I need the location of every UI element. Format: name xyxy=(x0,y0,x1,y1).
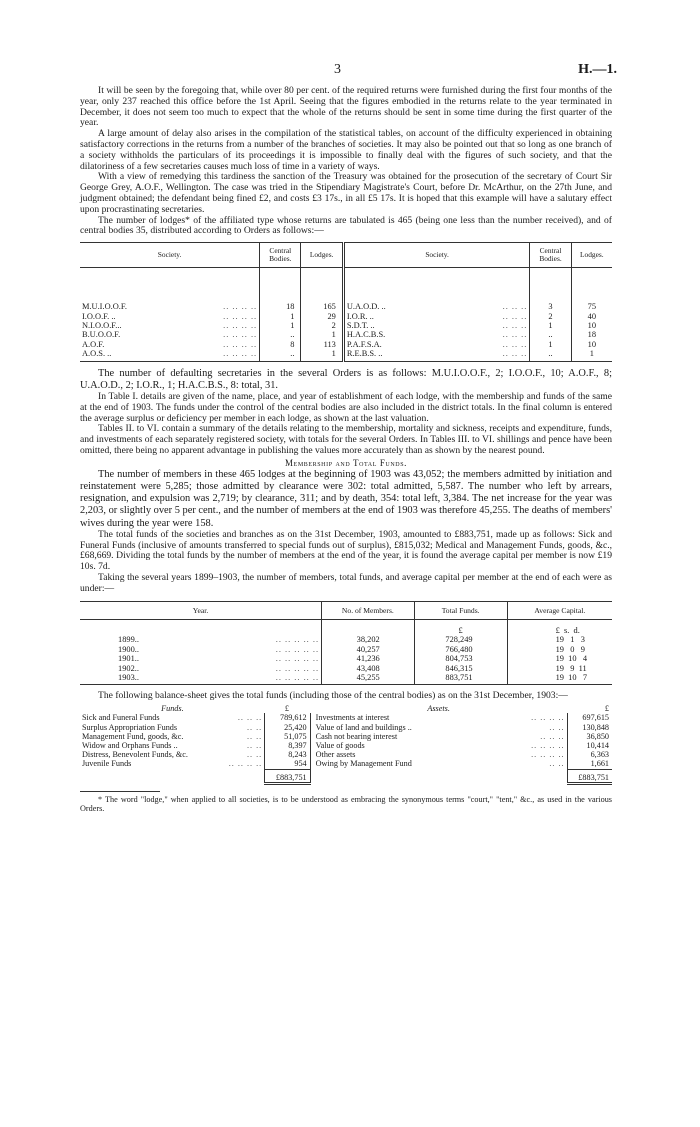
balance-row xyxy=(80,759,612,769)
society-cell xyxy=(80,330,260,339)
society-name: U.A.O.D. .. xyxy=(346,302,386,312)
society-cell xyxy=(343,312,530,321)
central-bodies-cell: 8 xyxy=(260,340,301,349)
table-row xyxy=(80,664,612,673)
column-header: Total Funds. xyxy=(414,601,507,619)
column-header: Society. xyxy=(343,243,530,268)
society-name: S.D.T. .. xyxy=(346,320,375,330)
society-name: P.A.F.S.A. xyxy=(346,339,382,349)
leader-dots: .. .. xyxy=(246,741,263,751)
lodges-cell: 18 xyxy=(571,330,612,339)
table-row xyxy=(80,673,612,685)
table-row xyxy=(80,312,612,321)
orders-table xyxy=(80,242,612,361)
balance-sheet xyxy=(80,704,612,785)
table-header-row xyxy=(80,243,612,268)
society-name: M.U.I.O.O.F. xyxy=(82,302,127,312)
balance-row xyxy=(80,732,612,741)
column-header: Year. xyxy=(80,601,322,619)
funds-currency: £ xyxy=(284,704,289,714)
leader-dots: .. .. .. .. xyxy=(223,311,258,321)
lodges-cell: 10 xyxy=(571,321,612,330)
leader-dots: .. .. .. .. .. xyxy=(275,635,320,645)
leader-dots: .. .. .. .. xyxy=(223,339,258,349)
capital-cell: 19 9 11 xyxy=(507,664,612,673)
paragraph: Tables II. to VI. contain a summary of the details relating to the membership, mortality and sickness, receipts and expenditure, funds, and investments of each separately registered society, with totals for the several Orders. In Tables III. to VI. shillings and pence have been omitted, there being no apparent advantage in publishing the values more accurately than as shown by the nearest pound. xyxy=(80,423,612,456)
paragraph: In Table I. details are given of the name, place, and year of establishment of each lodge, with the membership and funds of the same at the end of 1903. The funds under the control of the central bodies are also included in the district totals. In the final column is entered the average surplus or deficiency per member in each lodge, as shown at the last valuation. xyxy=(80,391,612,424)
asset-amount: 36,850 xyxy=(567,732,612,741)
fund-cell xyxy=(80,732,265,741)
spacer xyxy=(80,769,265,783)
society-name: N.I.O.O.F... xyxy=(82,320,122,330)
asset-name: Value of land and buildings .. xyxy=(315,722,412,732)
central-bodies-cell: 18 xyxy=(260,268,301,312)
capital-cell: 19 0 9 xyxy=(507,645,612,654)
central-bodies-cell: 3 xyxy=(530,268,571,312)
fund-cell xyxy=(80,713,265,722)
capital-cell: 19 10 4 xyxy=(507,654,612,663)
society-cell xyxy=(80,349,260,361)
leader-dots: .. .. .. xyxy=(502,349,528,359)
page-header xyxy=(80,62,617,86)
paragraph: The number of defaulting secretaries in the several Orders is as follows: M.U.I.O.O.F., 2; I.O.O.F., 10; A.O.F., 8; U.A.O.D., 2; I.O.R., 1; H.A.C.B.S., 8: total, 31. xyxy=(80,367,612,391)
lodges-cell: 1 xyxy=(301,330,343,339)
leader-dots: .. .. .. .. .. xyxy=(275,663,320,673)
asset-amount: 10,414 xyxy=(567,741,612,750)
fund-cell xyxy=(80,759,265,769)
paragraph: The number of members in these 465 lodges at the beginning of 1903 was 43,052; the members admitted by initiation and reinstatement were 5,285; those admitted by clearance were 302: total admitted, 5,587. The number who left by arrears, resignation, and expulsion was 2,719; by clearance, 311; and by death, 354: total left, 3,384. The net increase for the year was 2,203, or slightly over 5 per cent., and the number of members at the end of 1903 was therefore 45,255. The deaths of members' wives during the year were 158. xyxy=(80,468,612,529)
fund-name: Sick and Funeral Funds xyxy=(82,713,160,723)
paragraph: It will be seen by the foregoing that, while over 80 per cent. of the required returns were furnished during the first four months of the year, only 237 reached this office before the 1st April. Seeing that the figures embodied in the returns relate to the year terminated in December, it does not seem too much to expect that the whole of the returns should be sent in some time during the first quarter of the year. xyxy=(80,85,612,129)
asset-amount: 130,848 xyxy=(567,723,612,732)
fund-name: Widow and Orphans Funds .. xyxy=(82,741,178,751)
leader-dots: .. .. xyxy=(549,722,565,732)
leader-dots: .. .. .. .. xyxy=(531,713,565,723)
asset-cell xyxy=(310,750,567,759)
table-row xyxy=(80,340,612,349)
central-bodies-cell: 1 xyxy=(260,321,301,330)
society-name: R.E.B.S. .. xyxy=(346,349,383,359)
capital-cell: 19 10 7 xyxy=(507,673,612,685)
column-header: Central Bodies. xyxy=(530,243,571,268)
fund-name: Juvenile Funds xyxy=(82,759,132,769)
year-cell xyxy=(80,645,322,654)
table-header-row xyxy=(80,601,612,619)
page-number: 3 xyxy=(334,62,341,77)
years-table xyxy=(80,601,612,686)
column-header: Central Bodies. xyxy=(260,243,301,268)
funds-cell: 766,480 xyxy=(414,645,507,654)
central-bodies-cell: .. xyxy=(530,330,571,339)
paragraph: Taking the several years 1899–1903, the number of members, total funds, and average capital per member at the end of each were as under:— xyxy=(80,571,612,594)
fund-amount: 8,397 xyxy=(265,741,310,750)
year-cell xyxy=(80,635,322,644)
central-bodies-cell: 2 xyxy=(530,312,571,321)
asset-name: Cash not bearing interest xyxy=(315,731,398,741)
asset-amount: 1,661 xyxy=(567,759,612,769)
asset-cell xyxy=(310,759,567,769)
capital-unit: £ s. d. xyxy=(507,619,612,635)
central-bodies-cell: 1 xyxy=(530,321,571,330)
column-header: No. of Members. xyxy=(322,601,415,619)
fund-name: Surplus Appropriation Funds xyxy=(82,722,178,732)
leader-dots: .. .. .. xyxy=(540,731,565,741)
leader-dots: .. .. .. .. xyxy=(223,330,258,340)
leader-dots: .. .. xyxy=(246,731,263,741)
year-cell xyxy=(80,654,322,663)
fund-name: Distress, Benevolent Funds, &c. xyxy=(82,750,188,760)
asset-name: Other assets xyxy=(315,750,356,760)
society-cell xyxy=(80,340,260,349)
paragraph: The following balance-sheet gives the total funds (including those of the central bodies) as on the 31st December, 1903:— xyxy=(98,690,568,702)
asset-total: £883,751 xyxy=(567,769,612,783)
society-cell xyxy=(343,349,530,361)
leader-dots: .. .. xyxy=(246,750,263,760)
leader-dots: .. .. .. .. xyxy=(223,349,258,359)
society-cell xyxy=(80,321,260,330)
society-name: H.A.C.B.S. xyxy=(346,330,386,340)
assets-heading: Assets. xyxy=(427,704,450,714)
asset-name: Value of goods xyxy=(315,741,365,751)
paragraph: A large amount of delay also arises in the compilation of the statistical tables, on account of the difficulty experienced in obtaining satisfactory corrections in the returns from a number of the branches of societies. It may also be pointed out that so long as one branch of a society withholds the particulars of its proceedings it is impossible to finally deal with the figures of such society, and that the dilatoriness of a few secretaries causes much loss of time in a variety of ways. xyxy=(80,128,612,172)
fund-cell xyxy=(80,723,265,732)
lodges-cell: 10 xyxy=(571,340,612,349)
asset-cell xyxy=(310,713,567,722)
document-reference: H.—1. xyxy=(578,62,617,77)
assets-currency: £ xyxy=(604,704,609,714)
table-row xyxy=(80,330,612,339)
year-cell xyxy=(80,673,322,685)
balance-row xyxy=(80,750,612,759)
column-header: Average Capital. xyxy=(507,601,612,619)
funds-cell: 883,751 xyxy=(414,673,507,685)
leader-dots: .. .. .. .. .. xyxy=(275,654,320,664)
society-name: I.O.R. .. xyxy=(346,311,374,321)
asset-amount: 6,363 xyxy=(567,750,612,759)
central-bodies-cell: .. xyxy=(260,349,301,361)
balance-row xyxy=(80,713,612,722)
balance-header-row xyxy=(80,704,612,713)
leader-dots: .. .. .. xyxy=(502,330,528,340)
central-bodies-cell: .. xyxy=(260,330,301,339)
funds-heading: Funds. xyxy=(161,704,184,714)
asset-cell xyxy=(310,732,567,741)
society-cell xyxy=(80,312,260,321)
column-header: Lodges. xyxy=(301,243,343,268)
central-bodies-cell: 1 xyxy=(260,312,301,321)
fund-cell xyxy=(80,741,265,750)
leader-dots: .. .. .. .. xyxy=(228,759,263,769)
fund-amount: 25,420 xyxy=(265,723,310,732)
fund-amount: 8,243 xyxy=(265,750,310,759)
asset-amount: 697,615 xyxy=(567,713,612,722)
table-row xyxy=(80,645,612,654)
balance-total-row xyxy=(80,769,612,783)
leader-dots: .. .. .. .. xyxy=(223,302,258,312)
lodges-cell: 165 xyxy=(301,268,343,312)
table-row xyxy=(80,635,612,644)
society-cell xyxy=(343,330,530,339)
society-cell xyxy=(80,268,260,312)
lodges-cell: 113 xyxy=(301,340,343,349)
leader-dots: .. .. xyxy=(549,759,565,769)
fund-total: £883,751 xyxy=(265,769,310,783)
leader-dots: .. .. .. xyxy=(502,320,528,330)
column-header: Society. xyxy=(80,243,260,268)
units-row xyxy=(80,619,612,635)
members-cell: 40,257 xyxy=(322,645,415,654)
leader-dots: .. .. .. xyxy=(502,311,528,321)
funds-unit: £ xyxy=(414,619,507,635)
spacer xyxy=(310,769,567,783)
members-cell: 43,408 xyxy=(322,664,415,673)
capital-cell: 19 1 3 xyxy=(507,635,612,644)
leader-dots: .. .. .. .. xyxy=(531,741,565,751)
leader-dots: .. .. xyxy=(246,722,263,732)
balance-row xyxy=(80,741,612,750)
fund-amount: 51,075 xyxy=(265,732,310,741)
leader-dots: .. .. .. .. xyxy=(531,750,565,760)
lodges-cell: 75 xyxy=(571,268,612,312)
document-page xyxy=(80,62,617,814)
year-cell xyxy=(80,664,322,673)
paragraph: With a view of remedying this tardiness the sanction of the Treasury was obtained for the prosecution of the secretary of Court Sir George Grey, A.O.F., Wellington. The case was tried in the Stipendiary Magistrate's Court, before Dr. McArthur, on the 27th June, and judgment obtained; the defendant being fined £2, and costs £3 17s., in all £5 17s. It is hoped that this example will have a salutary effect upon procrastinating secretaries. xyxy=(80,171,612,215)
asset-cell xyxy=(310,741,567,750)
asset-name: Investments at interest xyxy=(315,713,390,723)
year-label: 1903.. xyxy=(118,673,139,683)
year-label: 1899.. xyxy=(118,635,139,645)
members-cell: 41,236 xyxy=(322,654,415,663)
society-name: A.O.F. xyxy=(82,339,105,349)
fund-cell xyxy=(80,750,265,759)
year-label: 1902.. xyxy=(118,663,139,673)
society-name: A.O.S. .. xyxy=(82,349,112,359)
footnote-rule xyxy=(80,791,160,792)
fund-name: Management Fund, goods, &c. xyxy=(82,731,184,741)
lodges-cell: 1 xyxy=(301,349,343,361)
funds-cell: 846,315 xyxy=(414,664,507,673)
footnote: * The word "lodge," when applied to all societies, is to be understood as embracing the synonymous terms "court," "tent," &c., as used in the various Orders. xyxy=(80,794,612,814)
paragraph: The total funds of the societies and branches as on the 31st December, 1903, amounted to £883,751, made up as follows: Sick and Funeral Funds (inclusive of amounts transferred to special funds out of surplus), £815,032; Medical and Management Funds, goods, &c., £68,669. Dividing the total funds by the number of members at the end of the year, it is found the average capital per member is now £19 10s. 7d. xyxy=(80,528,612,573)
paragraph: The number of lodges* of the affiliated type whose returns are tabulated is 465 (being one less than the number received), and of central bodies 35, distributed according to Orders as follows:— xyxy=(80,214,612,237)
society-cell xyxy=(343,321,530,330)
society-name: I.O.O.F. .. xyxy=(82,311,116,321)
asset-cell xyxy=(310,723,567,732)
leader-dots: .. .. .. xyxy=(502,339,528,349)
table-row xyxy=(80,268,612,312)
section-heading: Membership and Total Funds. xyxy=(284,457,408,468)
funds-cell: 804,753 xyxy=(414,654,507,663)
fund-amount: 789,612 xyxy=(265,713,310,722)
lodges-cell: 1 xyxy=(571,349,612,361)
asset-name: Owing by Management Fund xyxy=(315,759,412,769)
leader-dots: .. .. .. .. .. xyxy=(275,673,320,683)
members-cell: 38,202 xyxy=(322,635,415,644)
fund-amount: 954 xyxy=(265,759,310,769)
table-row xyxy=(80,349,612,361)
year-label: 1900.. xyxy=(118,644,139,654)
members-cell: 45,255 xyxy=(322,673,415,685)
table-row xyxy=(80,654,612,663)
leader-dots: .. .. .. xyxy=(502,302,528,312)
leader-dots: .. .. .. .. xyxy=(223,320,258,330)
balance-row xyxy=(80,723,612,732)
funds-cell: 728,249 xyxy=(414,635,507,644)
central-bodies-cell: .. xyxy=(530,349,571,361)
lodges-cell: 40 xyxy=(571,312,612,321)
lodges-cell: 2 xyxy=(301,321,343,330)
table-row xyxy=(80,321,612,330)
society-cell xyxy=(343,340,530,349)
lodges-cell: 29 xyxy=(301,312,343,321)
year-label: 1901.. xyxy=(118,654,139,664)
society-name: B.U.O.O.F. xyxy=(82,330,121,340)
central-bodies-cell: 1 xyxy=(530,340,571,349)
leader-dots: .. .. .. xyxy=(237,713,263,723)
leader-dots: .. .. .. .. .. xyxy=(275,644,320,654)
society-cell xyxy=(343,268,530,312)
column-header: Lodges. xyxy=(571,243,612,268)
